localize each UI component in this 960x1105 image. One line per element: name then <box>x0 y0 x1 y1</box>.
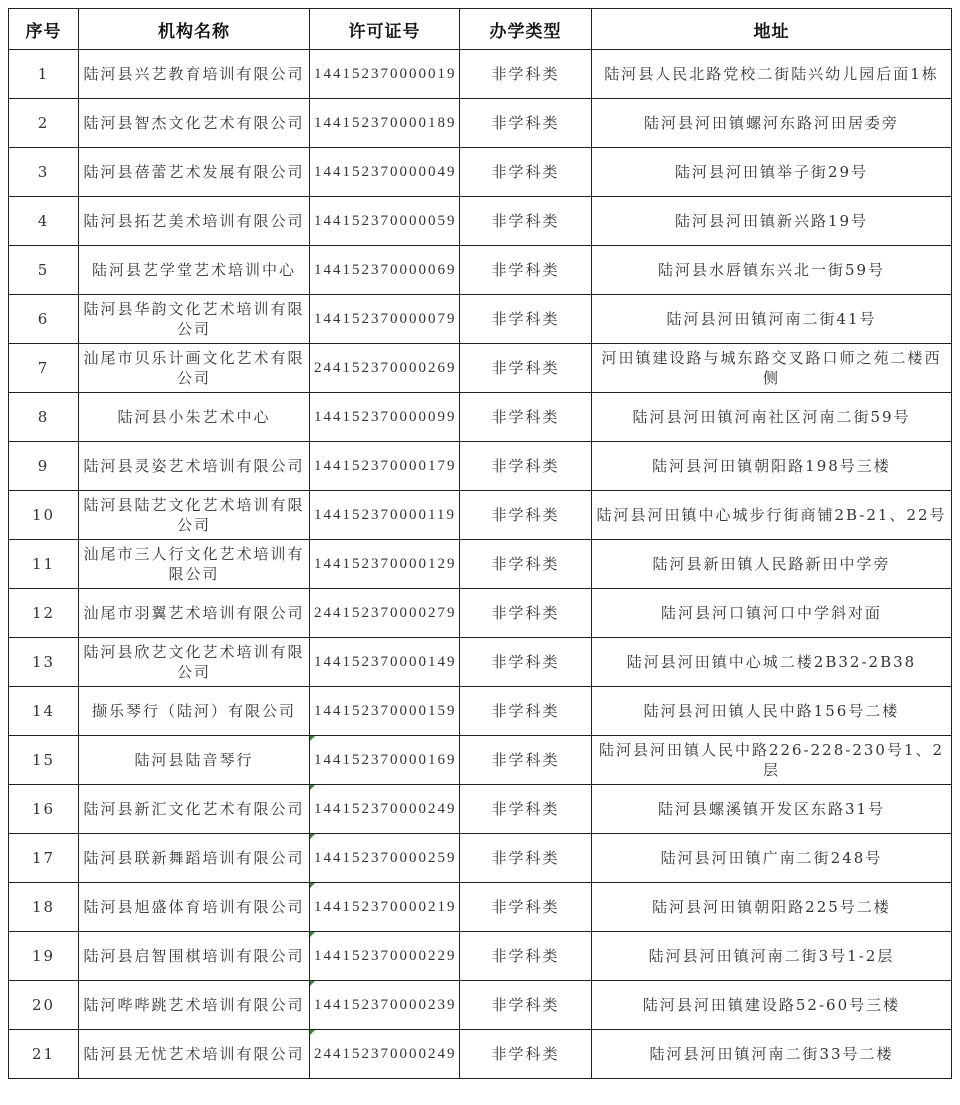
table-row <box>9 981 952 1030</box>
table-row <box>9 540 952 589</box>
row-number: 8 <box>9 393 79 442</box>
table-row <box>9 785 952 834</box>
table-row <box>9 491 952 540</box>
institution-name: 陆河县灵姿艺术培训有限公司 <box>79 442 310 491</box>
row-number: 12 <box>9 589 79 638</box>
row-number: 17 <box>9 834 79 883</box>
table-row <box>9 589 952 638</box>
table-row <box>9 442 952 491</box>
row-number: 19 <box>9 932 79 981</box>
institution-name: 汕尾市三人行文化艺术培训有限公司 <box>79 540 310 589</box>
license-number: 144152370000249 <box>310 785 460 834</box>
school-type: 非学科类 <box>460 491 592 540</box>
institution-name: 陆河县陆音琴行 <box>79 736 310 785</box>
header-name: 机构名称 <box>79 9 310 50</box>
table-row <box>9 50 952 99</box>
address: 陆河县河田镇中心城步行街商铺2B-21、22号 <box>592 491 952 540</box>
institution-name: 陆河县华韵文化艺术培训有限公司 <box>79 295 310 344</box>
row-number: 15 <box>9 736 79 785</box>
row-number: 4 <box>9 197 79 246</box>
row-number: 6 <box>9 295 79 344</box>
license-number: 144152370000099 <box>310 393 460 442</box>
school-type: 非学科类 <box>460 638 592 687</box>
row-number: 2 <box>9 99 79 148</box>
school-type: 非学科类 <box>460 834 592 883</box>
address: 陆河县河田镇中心城二楼2B32-2B38 <box>592 638 952 687</box>
header-license: 许可证号 <box>310 9 460 50</box>
address: 陆河县河田镇人民中路226-228-230号1、2层 <box>592 736 952 785</box>
license-number: 244152370000279 <box>310 589 460 638</box>
license-number: 144152370000169 <box>310 736 460 785</box>
school-type: 非学科类 <box>460 785 592 834</box>
table-row <box>9 834 952 883</box>
institution-name: 陆河县联新舞蹈培训有限公司 <box>79 834 310 883</box>
table-row <box>9 1030 952 1079</box>
row-number: 16 <box>9 785 79 834</box>
address: 陆河县河口镇河口中学斜对面 <box>592 589 952 638</box>
license-number: 144152370000159 <box>310 687 460 736</box>
school-type: 非学科类 <box>460 393 592 442</box>
school-type: 非学科类 <box>460 197 592 246</box>
school-type: 非学科类 <box>460 295 592 344</box>
row-number: 3 <box>9 148 79 197</box>
school-type: 非学科类 <box>460 1030 592 1079</box>
institution-name: 汕尾市羽翼艺术培训有限公司 <box>79 589 310 638</box>
row-number: 10 <box>9 491 79 540</box>
table-header-row <box>9 9 952 50</box>
row-number: 5 <box>9 246 79 295</box>
table-row <box>9 932 952 981</box>
license-number: 244152370000269 <box>310 344 460 393</box>
school-type: 非学科类 <box>460 99 592 148</box>
table-row <box>9 638 952 687</box>
school-type: 非学科类 <box>460 148 592 197</box>
school-type: 非学科类 <box>460 883 592 932</box>
institution-name: 陆河县小朱艺术中心 <box>79 393 310 442</box>
table-row <box>9 148 952 197</box>
table-body <box>9 50 952 1079</box>
school-type: 非学科类 <box>460 344 592 393</box>
row-number: 11 <box>9 540 79 589</box>
school-type: 非学科类 <box>460 540 592 589</box>
license-number: 144152370000259 <box>310 834 460 883</box>
header-address: 地址 <box>592 9 952 50</box>
table-row <box>9 246 952 295</box>
institution-name: 陆河县无忧艺术培训有限公司 <box>79 1030 310 1079</box>
address: 陆河县河田镇广南二街248号 <box>592 834 952 883</box>
table-row <box>9 295 952 344</box>
license-number: 144152370000019 <box>310 50 460 99</box>
license-number: 144152370000149 <box>310 638 460 687</box>
table-row <box>9 393 952 442</box>
school-type: 非学科类 <box>460 589 592 638</box>
address: 河田镇建设路与城东路交叉路口师之苑二楼西侧 <box>592 344 952 393</box>
table-row <box>9 197 952 246</box>
school-type: 非学科类 <box>460 736 592 785</box>
institution-name: 陆河县兴艺教育培训有限公司 <box>79 50 310 99</box>
license-number: 144152370000079 <box>310 295 460 344</box>
institution-name: 陆河县陆艺文化艺术培训有限公司 <box>79 491 310 540</box>
row-number: 1 <box>9 50 79 99</box>
address: 陆河县人民北路党校二街陆兴幼儿园后面1栋 <box>592 50 952 99</box>
school-type: 非学科类 <box>460 932 592 981</box>
row-number: 7 <box>9 344 79 393</box>
address: 陆河县河田镇河南社区河南二街59号 <box>592 393 952 442</box>
license-number: 144152370000229 <box>310 932 460 981</box>
address: 陆河县水唇镇东兴北一街59号 <box>592 246 952 295</box>
header-no: 序号 <box>9 9 79 50</box>
row-number: 20 <box>9 981 79 1030</box>
header-type: 办学类型 <box>460 9 592 50</box>
school-type: 非学科类 <box>460 442 592 491</box>
table-row <box>9 687 952 736</box>
institution-name: 陆河县启智围棋培训有限公司 <box>79 932 310 981</box>
institution-name: 陆河县蓓蕾艺术发展有限公司 <box>79 148 310 197</box>
table-row <box>9 736 952 785</box>
institution-name: 撷乐琴行（陆河）有限公司 <box>79 687 310 736</box>
license-number: 144152370000239 <box>310 981 460 1030</box>
license-number: 144152370000069 <box>310 246 460 295</box>
row-number: 21 <box>9 1030 79 1079</box>
school-type: 非学科类 <box>460 687 592 736</box>
institution-name: 陆河县新汇文化艺术有限公司 <box>79 785 310 834</box>
school-type: 非学科类 <box>460 50 592 99</box>
address: 陆河县河田镇螺河东路河田居委旁 <box>592 99 952 148</box>
address: 陆河县河田镇河南二街3号1-2层 <box>592 932 952 981</box>
institution-name: 陆河哔哔跳艺术培训有限公司 <box>79 981 310 1030</box>
address: 陆河县河田镇建设路52-60号三楼 <box>592 981 952 1030</box>
row-number: 14 <box>9 687 79 736</box>
table-row <box>9 99 952 148</box>
license-number: 144152370000119 <box>310 491 460 540</box>
table-row <box>9 883 952 932</box>
license-number: 144152370000179 <box>310 442 460 491</box>
license-number: 144152370000049 <box>310 148 460 197</box>
institution-name: 陆河县拓艺美术培训有限公司 <box>79 197 310 246</box>
institution-table <box>8 8 952 1079</box>
row-number: 18 <box>9 883 79 932</box>
row-number: 13 <box>9 638 79 687</box>
institution-name: 汕尾市贝乐计画文化艺术有限公司 <box>79 344 310 393</box>
row-number: 9 <box>9 442 79 491</box>
address: 陆河县螺溪镇开发区东路31号 <box>592 785 952 834</box>
institution-name: 陆河县智杰文化艺术有限公司 <box>79 99 310 148</box>
address: 陆河县河田镇河南二街41号 <box>592 295 952 344</box>
school-type: 非学科类 <box>460 981 592 1030</box>
school-type: 非学科类 <box>460 246 592 295</box>
address: 陆河县河田镇朝阳路225号二楼 <box>592 883 952 932</box>
institution-name: 陆河县旭盛体育培训有限公司 <box>79 883 310 932</box>
table-row <box>9 344 952 393</box>
license-number: 144152370000129 <box>310 540 460 589</box>
address: 陆河县河田镇河南二街33号二楼 <box>592 1030 952 1079</box>
institution-name: 陆河县艺学堂艺术培训中心 <box>79 246 310 295</box>
address: 陆河县河田镇朝阳路198号三楼 <box>592 442 952 491</box>
address: 陆河县新田镇人民路新田中学旁 <box>592 540 952 589</box>
address: 陆河县河田镇举子街29号 <box>592 148 952 197</box>
address: 陆河县河田镇新兴路19号 <box>592 197 952 246</box>
license-number: 144152370000219 <box>310 883 460 932</box>
license-number: 244152370000249 <box>310 1030 460 1079</box>
institution-name: 陆河县欣艺文化艺术培训有限公司 <box>79 638 310 687</box>
license-number: 144152370000059 <box>310 197 460 246</box>
address: 陆河县河田镇人民中路156号二楼 <box>592 687 952 736</box>
license-number: 144152370000189 <box>310 99 460 148</box>
